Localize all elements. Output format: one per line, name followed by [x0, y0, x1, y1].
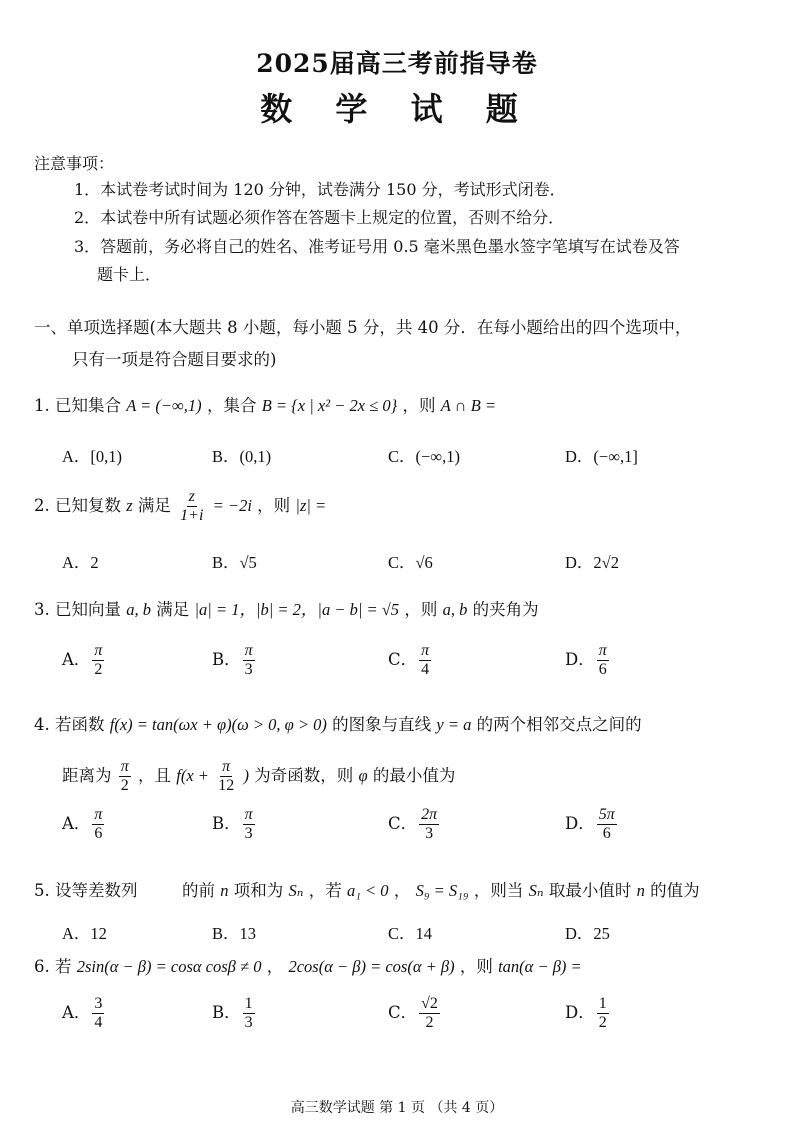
option-fraction [243, 806, 255, 843]
option-c: C．(−∞,1) [388, 447, 460, 466]
option-d [565, 642, 611, 679]
q-math: f(x) = tan(ωx + φ)(ω > 0, φ > 0) [109, 715, 327, 734]
frac-numerator: π [244, 642, 253, 659]
q-text: 的图象与直线 [332, 715, 432, 734]
option-a [62, 995, 106, 1032]
q-fraction [216, 758, 236, 795]
option-c [388, 806, 441, 843]
q-math: a₁ < 0 [346, 881, 389, 900]
frac-denominator: 6 [598, 661, 607, 678]
q-math: 2sin(α − β) = cosα cosβ ≠ 0 [76, 957, 262, 976]
option-d: D．25 [565, 924, 610, 943]
exam-subtitle: 数 学 试 题 [260, 90, 534, 128]
question-4-cont [62, 758, 455, 795]
q-text: ，则 [404, 600, 438, 619]
q-math: Sₙ [528, 881, 544, 900]
option-b: B．(0,1) [212, 447, 272, 466]
q-math: Sₙ [288, 881, 304, 900]
question-1 [34, 392, 496, 416]
question-6 [34, 953, 582, 977]
option-label: C． [388, 1003, 418, 1022]
q-text: 的前 [182, 881, 215, 900]
option-d: D．2√2 [565, 553, 619, 572]
option-b [212, 642, 257, 679]
option-d [565, 806, 619, 843]
question-3 [34, 596, 539, 620]
exam-title: 2025届高三考前指导卷 [256, 49, 538, 78]
q-math: a, b [126, 600, 151, 619]
q-text: 满足 [156, 600, 190, 619]
option-label: A． [62, 814, 91, 833]
frac-denominator: 3 [244, 661, 253, 678]
frac-numerator: π [94, 642, 103, 659]
frac-numerator: 1 [598, 995, 607, 1012]
option-fraction [92, 995, 104, 1032]
frac-numerator: π [222, 758, 231, 775]
section-heading: 一、单项选择题(本大题共 8 小题，每小题 5 分，共 40 分．在每小题给出的四个选项中， [34, 318, 692, 337]
q-text: ，若 [308, 881, 342, 900]
option-a: A．12 [62, 924, 107, 943]
q-math: S₉ = S₁₉ [415, 881, 469, 900]
frac-numerator: 2π [421, 806, 438, 823]
option-label: D． [565, 814, 595, 833]
q-fraction [178, 488, 205, 525]
option-label: A． [62, 650, 91, 669]
question-4 [34, 711, 642, 735]
frac-numerator: z [188, 488, 195, 505]
option-label: D． [565, 1003, 595, 1022]
q-text: ，则 [459, 957, 493, 976]
frac-denominator: 3 [425, 825, 434, 842]
notice-item: 题卡上． [97, 265, 162, 284]
option-fraction [419, 642, 431, 679]
frac-denominator: 2 [598, 1014, 607, 1031]
frac-denominator: 1+i [180, 507, 204, 524]
option-c: C．√6 [388, 553, 433, 572]
q-text: 1. 已知集合 [34, 396, 121, 415]
q-math: B = {x | x² − 2x ≤ 0} [261, 396, 398, 415]
option-c [388, 642, 433, 679]
frac-denominator: 2 [425, 1014, 434, 1031]
notice-item: 3．答题前，务必将自己的姓名、准考证号用 0.5 毫米黑色墨水签字笔填写在试卷及答 [74, 237, 680, 256]
option-fraction [243, 995, 255, 1032]
option-label: B． [212, 650, 241, 669]
option-fraction [92, 642, 104, 679]
q-text: ，且 [138, 766, 172, 785]
option-label: C． [388, 650, 418, 669]
option-label: B． [212, 1003, 241, 1022]
frac-denominator: 2 [120, 777, 129, 794]
frac-denominator: 3 [244, 1014, 253, 1031]
option-label: A． [62, 1003, 91, 1022]
q-math: tan(α − β) = [498, 957, 582, 976]
q-text: ，集合 [206, 396, 257, 415]
option-d: D．(−∞,1] [565, 447, 638, 466]
notice-item: 2．本试卷中所有试题必须作答在答题卡上规定的位置，否则不给分． [74, 208, 565, 227]
frac-denominator: 4 [421, 661, 430, 678]
option-fraction [597, 806, 617, 843]
option-d [565, 995, 611, 1032]
option-fraction [597, 995, 609, 1032]
q-math: 2cos(α − β) = cos(α + β) [288, 957, 455, 976]
q-text: 取最小值时 [548, 881, 632, 900]
notice-heading: 注意事项： [34, 154, 115, 173]
page-footer: 高三数学试题 第 1 页 （共 4 页） [290, 1100, 504, 1116]
frac-denominator: 6 [94, 825, 103, 842]
frac-numerator: π [421, 642, 430, 659]
q-math: |a| = 1，|b| = 2，|a − b| = √5 [194, 600, 400, 619]
q-math: n [636, 881, 645, 900]
frac-numerator: π [120, 758, 129, 775]
q-text: ，则 [402, 396, 436, 415]
question-5 [34, 877, 700, 901]
option-fraction [419, 995, 440, 1032]
q-text: ， [393, 881, 411, 900]
q-math: = −2i [212, 496, 252, 515]
q-math: a, b [442, 600, 468, 619]
frac-denominator: 3 [244, 825, 253, 842]
q-text: ，则当 [473, 881, 524, 900]
q-text: 3. 已知向量 [34, 600, 121, 619]
q-text: 4. 若函数 [34, 715, 105, 734]
q-math: n [220, 881, 229, 900]
frac-numerator: √2 [421, 995, 438, 1012]
q-text: 5. 设等差数列 [34, 881, 138, 900]
q-text: 满足 [137, 496, 171, 515]
frac-numerator: 5π [598, 806, 615, 823]
q-text: 的值为 [650, 881, 700, 900]
option-b [212, 806, 257, 843]
q-fraction [119, 758, 131, 795]
frac-denominator: 4 [94, 1014, 103, 1031]
q-text: 的夹角为 [472, 600, 539, 619]
option-label: D． [565, 650, 595, 669]
option-a: A．[0,1) [62, 447, 123, 466]
option-a: A．2 [62, 553, 99, 572]
q-math: ) [243, 766, 249, 785]
option-a [62, 806, 106, 843]
q-math: |z| = [295, 496, 327, 515]
q-math: φ [358, 766, 368, 785]
frac-denominator: 6 [602, 825, 611, 842]
option-fraction [92, 806, 104, 843]
section-heading-cont: 只有一项是符合题目要求的) [72, 350, 277, 369]
frac-numerator: 1 [244, 995, 253, 1012]
question-2 [34, 488, 326, 525]
option-label: C． [388, 814, 418, 833]
option-a [62, 642, 106, 679]
option-b [212, 995, 257, 1032]
q-text: ，则 [257, 496, 291, 515]
frac-numerator: π [94, 806, 103, 823]
q-text: 2. 已知复数 [34, 496, 121, 515]
frac-numerator: 3 [94, 995, 103, 1012]
q-text: 为奇函数，则 [254, 766, 354, 785]
frac-denominator: 12 [218, 777, 235, 794]
frac-denominator: 2 [94, 661, 103, 678]
option-c: C．14 [388, 924, 433, 943]
option-b: B．√5 [212, 553, 257, 572]
q-text: 6. 若 [34, 957, 72, 976]
option-fraction [419, 806, 439, 843]
q-math: A = (−∞,1) [126, 396, 202, 415]
q-text: 的两个相邻交点之间的 [476, 715, 642, 734]
q-math: z [126, 496, 133, 515]
q-text: 距离为 [62, 766, 112, 785]
notice-item: 1．本试卷考试时间为 120 分钟，试卷满分 150 分，考试形式闭卷． [74, 180, 566, 199]
option-fraction [243, 642, 255, 679]
q-math: f(x + [176, 766, 209, 785]
q-math: y = a [436, 715, 472, 734]
option-fraction [597, 642, 609, 679]
q-math: A ∩ B = [440, 396, 497, 415]
q-text: 的最小值为 [372, 766, 456, 785]
q-text: 项和为 [233, 881, 284, 900]
q-text: ， [266, 957, 284, 976]
option-label: B． [212, 814, 241, 833]
option-c [388, 995, 442, 1032]
option-b: B．13 [212, 924, 257, 943]
frac-numerator: π [598, 642, 607, 659]
frac-numerator: π [244, 806, 253, 823]
